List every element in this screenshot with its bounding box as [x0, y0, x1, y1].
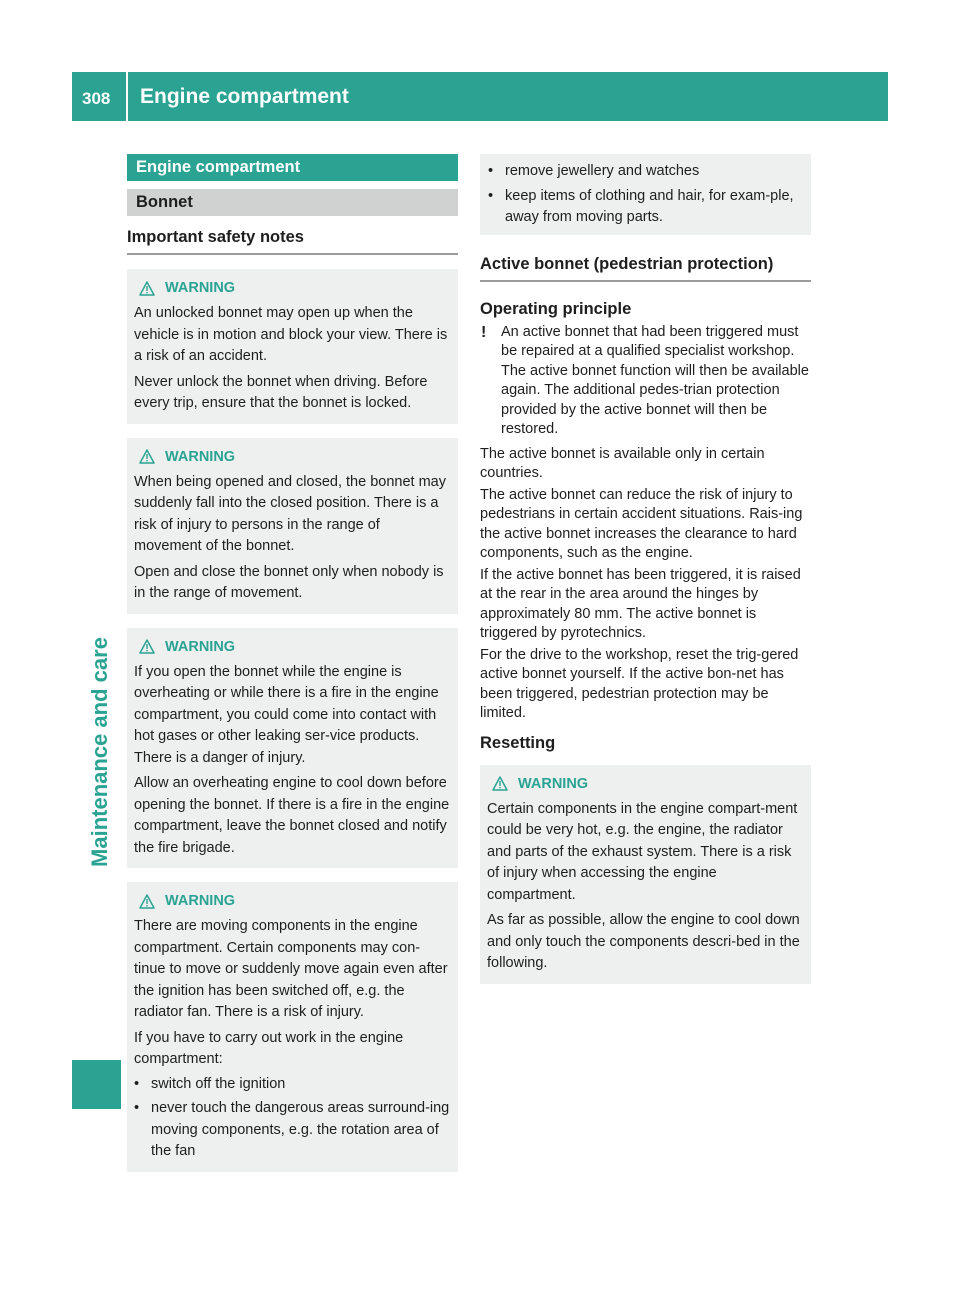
warning-paragraph: Open and close the bonnet only when nobody is in the range of movement.: [134, 563, 444, 601]
warning-label: WARNING: [165, 893, 236, 909]
warning-label: WARNING: [165, 448, 236, 465]
list-item: [134, 1074, 451, 1096]
warning-triangle-icon: [492, 776, 508, 791]
header-title: Engine compartment: [140, 85, 349, 108]
warning-title: [134, 446, 451, 468]
warning-paragraph: Never unlock the bonnet when driving. Before every trip, ensure that the bonnet is locked.: [134, 373, 428, 411]
active-bonnet-heading: Active bonnet (pedestrian protection): [480, 255, 811, 282]
list-item-text: keep items of clothing and hair, for exam-ple, away from moving parts.: [505, 187, 794, 225]
subsection-title: Bonnet: [127, 189, 458, 216]
header-divider: [126, 72, 128, 121]
section-title: Engine compartment: [127, 154, 458, 181]
page-number: 308: [82, 89, 111, 108]
page-header: [72, 72, 888, 121]
warning-box-bonnet-fall: [127, 438, 458, 614]
side-tab-marker: [72, 1060, 121, 1109]
warning-label: WARNING: [518, 775, 589, 792]
list-item-text: switch off the ignition: [151, 1075, 286, 1092]
note-text: An active bonnet that had been triggered must be repaired at a qualified specialist workshop. The active bonnet function will then be available again. The additional pedes-trian protection provided by the active bonnet will then be restored.: [501, 323, 809, 437]
warning-title: [487, 773, 804, 795]
warning-triangle-icon: [139, 281, 155, 296]
warning-paragraph: When being opened and closed, the bonnet may suddenly fall into the closed position. There is a risk of injury to persons in the range of movement of the bonnet.: [134, 473, 446, 554]
body-paragraph: The active bonnet can reduce the risk of injury to pedestrians in certain accident situations. Rais-ing the active bonnet increases the clearance to hard components, such as the engine.: [480, 486, 803, 561]
body-paragraph: The active bonnet is available only in certain countries.: [480, 445, 765, 481]
warning-paragraph: There are moving components in the engine compartment. Certain components may con-tinue to move or suddenly move again even after the ignition has been switched off, e.g. the radiator fan. There is a risk of injury.: [134, 918, 448, 1020]
warning-box-moving-components: [127, 882, 458, 1172]
operating-principle-heading: Operating principle: [480, 299, 632, 318]
warning-box-overheating: [127, 628, 458, 869]
warning-continuation: [480, 154, 811, 235]
exclamation-icon: !: [481, 323, 487, 341]
bullet-dot-icon: •: [134, 1075, 140, 1092]
warning-paragraph: Certain components in the engine compart-ment could be very hot, e.g. the engine, the radiator and parts of the exhaust system. There is a risk of injury when accessing the engine compartment.: [487, 800, 798, 903]
list-item: [488, 186, 804, 229]
list-item: [488, 161, 804, 183]
warning-paragraph: An unlocked bonnet may open up when the vehicle is in motion and block your view. There is a risk of an accident.: [134, 305, 448, 364]
warning-title: [134, 890, 451, 912]
warning-box-unlocked-bonnet: [127, 269, 458, 424]
warning-triangle-icon: [139, 894, 155, 909]
list-item-text: never touch the dangerous areas surround-ing moving components, e.g. the rotation area of the fan: [151, 1100, 450, 1159]
warning-title: [134, 277, 451, 299]
warning-paragraph: Allow an overheating engine to cool down before opening the bonnet. If there is a fire in the engine compartment, leave the bonnet closed and notify the fire brigade.: [134, 775, 450, 856]
attention-note: [480, 323, 811, 440]
bullet-dot-icon: •: [134, 1100, 140, 1116]
warning-box-hot-components: [480, 765, 811, 984]
warning-label: WARNING: [165, 280, 236, 296]
right-column: [480, 154, 811, 984]
list-item-text: remove jewellery and watches: [505, 163, 700, 179]
side-tab-label: Maintenance and care: [87, 637, 112, 867]
body-paragraph: For the drive to the workshop, reset the trig-gered active bonnet yourself. If the active bon-net has been triggered, pedestrian protection may be limited.: [480, 646, 799, 721]
list-item: [134, 1098, 451, 1163]
bullet-dot-icon: •: [488, 163, 494, 179]
warning-triangle-icon: [139, 639, 155, 654]
warning-paragraph: If you have to carry out work in the engine compartment:: [134, 1029, 404, 1067]
warning-label: WARNING: [165, 638, 236, 655]
warning-paragraph: As far as possible, allow the engine to cool down and only touch the components descri-bed in the following.: [487, 912, 800, 971]
bullet-dot-icon: •: [488, 187, 494, 204]
important-safety-notes-heading: Important safety notes: [127, 228, 458, 255]
warning-triangle-icon: [139, 449, 155, 464]
body-paragraph: If the active bonnet has been triggered, it is raised at the rear in the area around the hinges by approximately 80 mm. The active bonnet is triggered by pyrotechnics.: [480, 566, 801, 641]
left-column: [127, 154, 458, 1172]
warning-title: [134, 636, 451, 658]
warning-paragraph: If you open the bonnet while the engine is overheating or while there is a fire in the engine compartment, you could come into contact with hot gases or other leaking ser-vice products. There is a danger of injury.: [134, 663, 439, 766]
resetting-heading: Resetting: [480, 733, 556, 752]
